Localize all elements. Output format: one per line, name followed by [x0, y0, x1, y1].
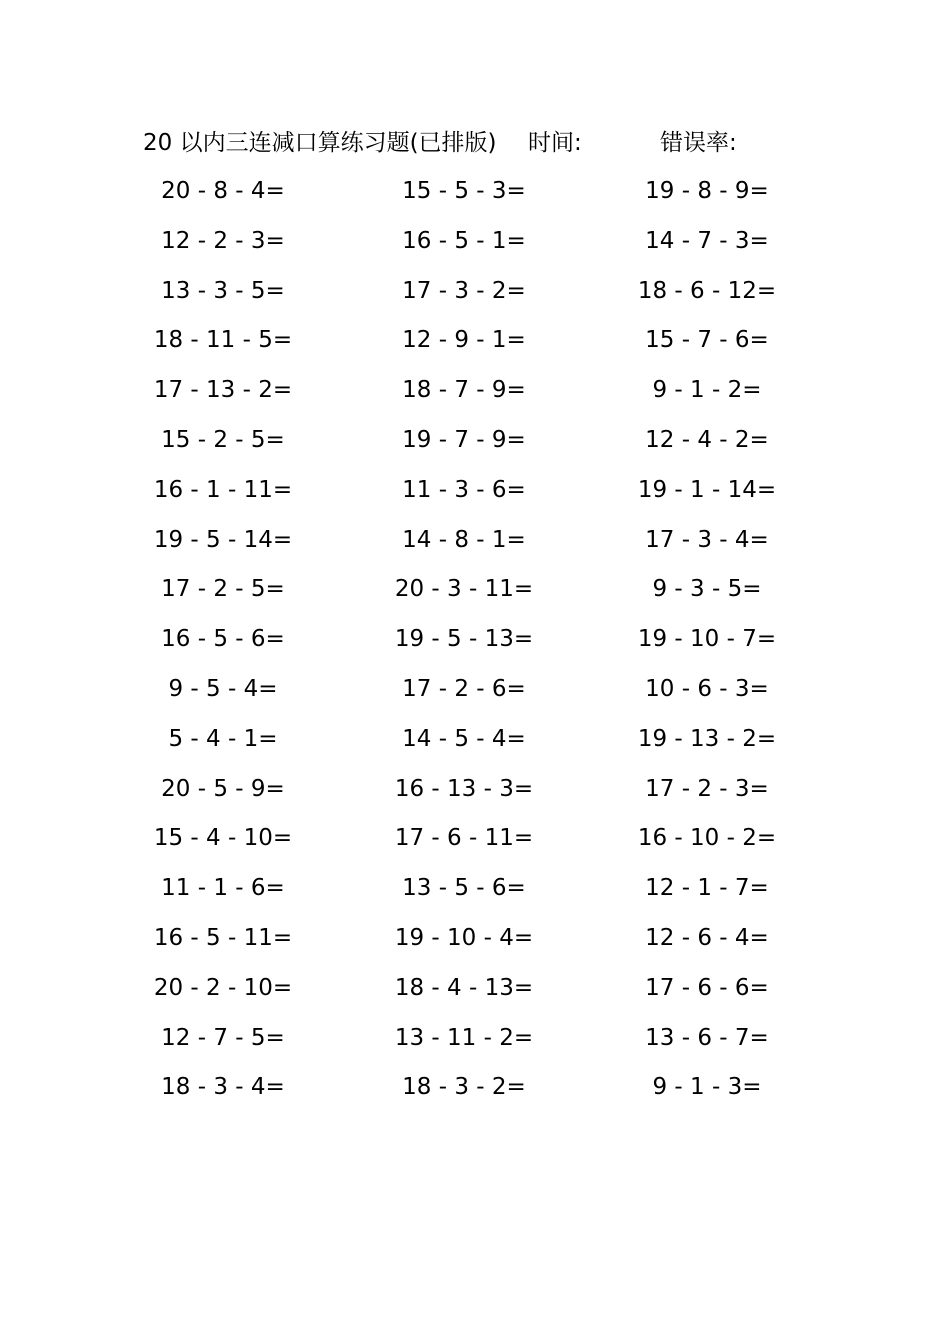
problem-item: 12 - 6 - 4=: [645, 924, 769, 951]
problem-item: 17 - 2 - 5=: [161, 576, 285, 603]
problem-item: 17 - 6 - 6=: [645, 974, 769, 1001]
problem-item: 18 - 3 - 4=: [161, 1074, 285, 1101]
problem-row: [0, 270, 950, 320]
problem-item: 14 - 8 - 1=: [402, 526, 526, 553]
problem-item: 13 - 3 - 5=: [161, 277, 285, 304]
problem-row: [0, 220, 950, 270]
problem-item: 18 - 3 - 2=: [402, 1074, 526, 1101]
problem-item: 20 - 2 - 10=: [153, 974, 293, 1001]
problem-item: 9 - 1 - 3=: [652, 1074, 762, 1101]
problem-item: 9 - 5 - 4=: [168, 675, 278, 702]
problem-row: [0, 419, 950, 469]
problem-item: 19 - 10 - 7=: [637, 626, 777, 653]
problem-row: [0, 668, 950, 718]
problem-row: [0, 170, 950, 220]
worksheet-header: [143, 123, 823, 163]
problem-item: 12 - 4 - 2=: [645, 426, 769, 453]
problem-item: 19 - 10 - 4=: [394, 924, 534, 951]
problem-row: [0, 319, 950, 369]
problem-row: [0, 867, 950, 917]
problem-item: 18 - 11 - 5=: [153, 327, 293, 354]
problem-item: 13 - 11 - 2=: [394, 1024, 534, 1051]
problem-item: 16 - 1 - 11=: [153, 476, 293, 503]
problem-row: [0, 1017, 950, 1067]
problem-item: 5 - 4 - 1=: [168, 725, 278, 752]
problem-row: [0, 967, 950, 1017]
problem-item: 9 - 3 - 5=: [652, 576, 762, 603]
problem-item: 11 - 3 - 6=: [402, 476, 526, 503]
problem-item: 13 - 6 - 7=: [645, 1024, 769, 1051]
problem-item: 14 - 5 - 4=: [402, 725, 526, 752]
problem-item: 15 - 2 - 5=: [161, 426, 285, 453]
problem-row: [0, 369, 950, 419]
problem-row: [0, 768, 950, 818]
problem-row: [0, 718, 950, 768]
problem-item: 9 - 1 - 2=: [652, 377, 762, 404]
problem-item: 19 - 1 - 14=: [637, 476, 777, 503]
problem-item: 16 - 5 - 1=: [402, 227, 526, 254]
problem-item: 20 - 3 - 11=: [394, 576, 534, 603]
problem-item: 17 - 6 - 11=: [394, 825, 534, 852]
problem-item: 18 - 7 - 9=: [402, 377, 526, 404]
problem-item: 19 - 5 - 14=: [153, 526, 293, 553]
problem-item: 16 - 5 - 6=: [161, 626, 285, 653]
problem-row: [0, 469, 950, 519]
problem-item: 15 - 7 - 6=: [645, 327, 769, 354]
problem-item: 10 - 6 - 3=: [645, 675, 769, 702]
problem-item: 12 - 2 - 3=: [161, 227, 285, 254]
problem-item: 16 - 5 - 11=: [153, 924, 293, 951]
problem-item: 20 - 8 - 4=: [161, 178, 285, 204]
time-label: 时间:: [528, 130, 582, 156]
worksheet-title: 20 以内三连减口算练习题(已排版): [143, 130, 497, 156]
problem-row: [0, 817, 950, 867]
problem-item: 17 - 2 - 6=: [402, 675, 526, 702]
problem-item: 20 - 5 - 9=: [161, 775, 285, 802]
problem-row: [0, 917, 950, 967]
problem-item: 13 - 5 - 6=: [402, 875, 526, 902]
problem-item: 17 - 13 - 2=: [153, 377, 293, 404]
problem-item: 14 - 7 - 3=: [645, 227, 769, 254]
problem-row: [0, 568, 950, 618]
problem-item: 16 - 10 - 2=: [637, 825, 777, 852]
problem-row: [0, 519, 950, 569]
problem-item: 19 - 5 - 13=: [394, 626, 534, 653]
problem-item: 12 - 1 - 7=: [645, 875, 769, 902]
problem-item: 11 - 1 - 6=: [161, 875, 285, 902]
error-rate-label: 错误率:: [660, 130, 737, 156]
problem-item: 17 - 2 - 3=: [645, 775, 769, 802]
problem-grid: [0, 170, 950, 1116]
problem-item: 17 - 3 - 2=: [402, 277, 526, 304]
problem-item: 16 - 13 - 3=: [394, 775, 534, 802]
problem-row: [0, 1066, 950, 1116]
problem-item: 19 - 7 - 9=: [402, 426, 526, 453]
problem-item: 19 - 13 - 2=: [637, 725, 777, 752]
problem-item: 12 - 7 - 5=: [161, 1024, 285, 1051]
problem-item: 18 - 4 - 13=: [394, 974, 534, 1001]
problem-item: 15 - 5 - 3=: [402, 178, 526, 204]
problem-item: 17 - 3 - 4=: [645, 526, 769, 553]
problem-item: 15 - 4 - 10=: [153, 825, 293, 852]
problem-item: 12 - 9 - 1=: [402, 327, 526, 354]
problem-item: 19 - 8 - 9=: [645, 178, 769, 204]
problem-item: 18 - 6 - 12=: [637, 277, 777, 304]
problem-row: [0, 618, 950, 668]
